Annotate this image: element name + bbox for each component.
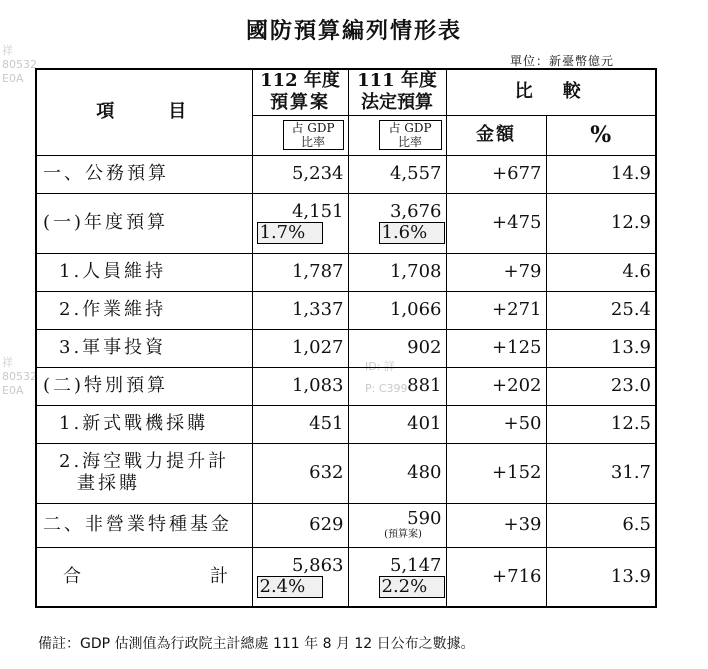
cell-111: 902 bbox=[348, 329, 446, 367]
watermark-3: E0A bbox=[2, 72, 24, 85]
row-label: 1.新式戰機採購 bbox=[36, 405, 252, 443]
header-111-sub: 法定預算 bbox=[361, 92, 433, 114]
cell-pct: 13.9 bbox=[546, 329, 656, 367]
header-item: 項 目 bbox=[36, 69, 252, 155]
cell-112: 629 bbox=[252, 503, 348, 547]
header-111 bbox=[348, 69, 446, 115]
gdp-ratio-112: 2.4% bbox=[257, 576, 323, 598]
cell-111: 4,557 bbox=[348, 155, 446, 193]
table-row bbox=[36, 443, 656, 503]
cell-diff: +677 bbox=[446, 155, 546, 193]
cell-111-value: 590 bbox=[407, 508, 442, 529]
cell-111-value: 5,147 bbox=[389, 554, 442, 576]
cell-pct: 31.7 bbox=[546, 443, 656, 503]
row-label bbox=[36, 443, 252, 503]
gdp-label-112: 占 GDP bbox=[291, 121, 335, 135]
cell-112: 632 bbox=[252, 443, 348, 503]
header-112 bbox=[252, 69, 348, 115]
cell-112-value: 4,151 bbox=[291, 201, 344, 222]
cell-pct: 13.9 bbox=[546, 547, 656, 607]
gdp-ratio-112: 1.7% bbox=[257, 222, 323, 244]
cell-111-value: 3,676 bbox=[389, 201, 442, 222]
cell-112: 5,234 bbox=[252, 155, 348, 193]
row-label: (一)年度預算 bbox=[36, 193, 252, 253]
gdp-ratio-111: 2.2% bbox=[379, 576, 445, 598]
cell-111 bbox=[348, 503, 446, 547]
watermark-1: 祥 bbox=[2, 44, 13, 57]
table-row bbox=[36, 503, 656, 547]
table-row bbox=[36, 367, 656, 405]
cell-112: 1,787 bbox=[252, 253, 348, 291]
cell-111: 1,708 bbox=[348, 253, 446, 291]
row-label: (二)特別預算 bbox=[36, 367, 252, 405]
cell-112: 1,083 bbox=[252, 367, 348, 405]
cell-pct: 12.9 bbox=[546, 193, 656, 253]
header-112-year: 112 年度 bbox=[260, 70, 340, 92]
row-label-line1: 2.海空戰力提升計 bbox=[59, 451, 230, 472]
cell-diff: +271 bbox=[446, 291, 546, 329]
gdp-label2-112: 比率 bbox=[300, 135, 325, 149]
cell-pct: 4.6 bbox=[546, 253, 656, 291]
page-title: 國防預算編列情形表 bbox=[245, 18, 462, 44]
cell-112-value: 5,863 bbox=[291, 554, 344, 576]
watermark-8: P: C399 bbox=[365, 382, 408, 395]
gdp-label2-111: 比率 bbox=[397, 135, 422, 149]
table-row bbox=[36, 291, 656, 329]
watermark-4: 祥 bbox=[2, 356, 13, 369]
budget-table bbox=[35, 68, 657, 608]
row-label: 二、非營業特種基金 bbox=[36, 503, 252, 547]
header-112-sub: 預算案 bbox=[270, 92, 330, 114]
cell-diff: +202 bbox=[446, 367, 546, 405]
cell-111: 881 bbox=[348, 367, 446, 405]
header-compare: 比 較 bbox=[446, 69, 656, 115]
cell-112: 451 bbox=[252, 405, 348, 443]
cell-112 bbox=[252, 547, 348, 607]
row-label: 一、公務預算 bbox=[36, 155, 252, 193]
gdp-ratio-111: 1.6% bbox=[379, 222, 445, 244]
gdp-label-111: 占 GDP bbox=[388, 121, 432, 135]
header-amount: 金額 bbox=[446, 115, 546, 155]
header-111-gdp bbox=[348, 115, 446, 155]
cell-112 bbox=[252, 193, 348, 253]
cell-111 bbox=[348, 547, 446, 607]
cell-diff: +39 bbox=[446, 503, 546, 547]
row-label-total: 合 計 bbox=[36, 547, 252, 607]
table-row bbox=[36, 329, 656, 367]
watermark-7: ID: 詳 bbox=[365, 360, 395, 373]
cell-diff: +50 bbox=[446, 405, 546, 443]
row-label: 2.作業維持 bbox=[36, 291, 252, 329]
header-112-gdp bbox=[252, 115, 348, 155]
cell-112: 1,337 bbox=[252, 291, 348, 329]
watermark-6: E0A bbox=[2, 384, 24, 397]
cell-pct: 25.4 bbox=[546, 291, 656, 329]
watermark-2: 80532 bbox=[2, 58, 37, 71]
table-row bbox=[36, 193, 656, 253]
cell-pct: 6.5 bbox=[546, 503, 656, 547]
cell-diff: +152 bbox=[446, 443, 546, 503]
table-row bbox=[36, 253, 656, 291]
cell-diff: +716 bbox=[446, 547, 546, 607]
cell-diff: +125 bbox=[446, 329, 546, 367]
footnote: 備註：GDP 估測值為行政院主計總處 111 年 8 月 12 日公布之數據。 bbox=[38, 636, 475, 652]
cell-111-note: (預算案) bbox=[384, 529, 422, 540]
cell-diff: +475 bbox=[446, 193, 546, 253]
watermark-5: 80532 bbox=[2, 370, 37, 383]
table-row bbox=[36, 155, 656, 193]
cell-pct: 14.9 bbox=[546, 155, 656, 193]
header-percent: % bbox=[546, 115, 656, 155]
table-row-total bbox=[36, 547, 656, 607]
cell-111 bbox=[348, 193, 446, 253]
row-label-line2: 畫採購 bbox=[77, 473, 140, 494]
row-label: 1.人員維持 bbox=[36, 253, 252, 291]
row-label: 3.軍事投資 bbox=[36, 329, 252, 367]
unit-label: 單位：新臺幣億元 bbox=[510, 54, 615, 68]
cell-112: 1,027 bbox=[252, 329, 348, 367]
cell-pct: 23.0 bbox=[546, 367, 656, 405]
cell-111: 401 bbox=[348, 405, 446, 443]
table-row bbox=[36, 405, 656, 443]
cell-111: 1,066 bbox=[348, 291, 446, 329]
cell-pct: 12.5 bbox=[546, 405, 656, 443]
cell-diff: +79 bbox=[446, 253, 546, 291]
cell-111: 480 bbox=[348, 443, 446, 503]
header-111-year: 111 年度 bbox=[357, 70, 437, 92]
